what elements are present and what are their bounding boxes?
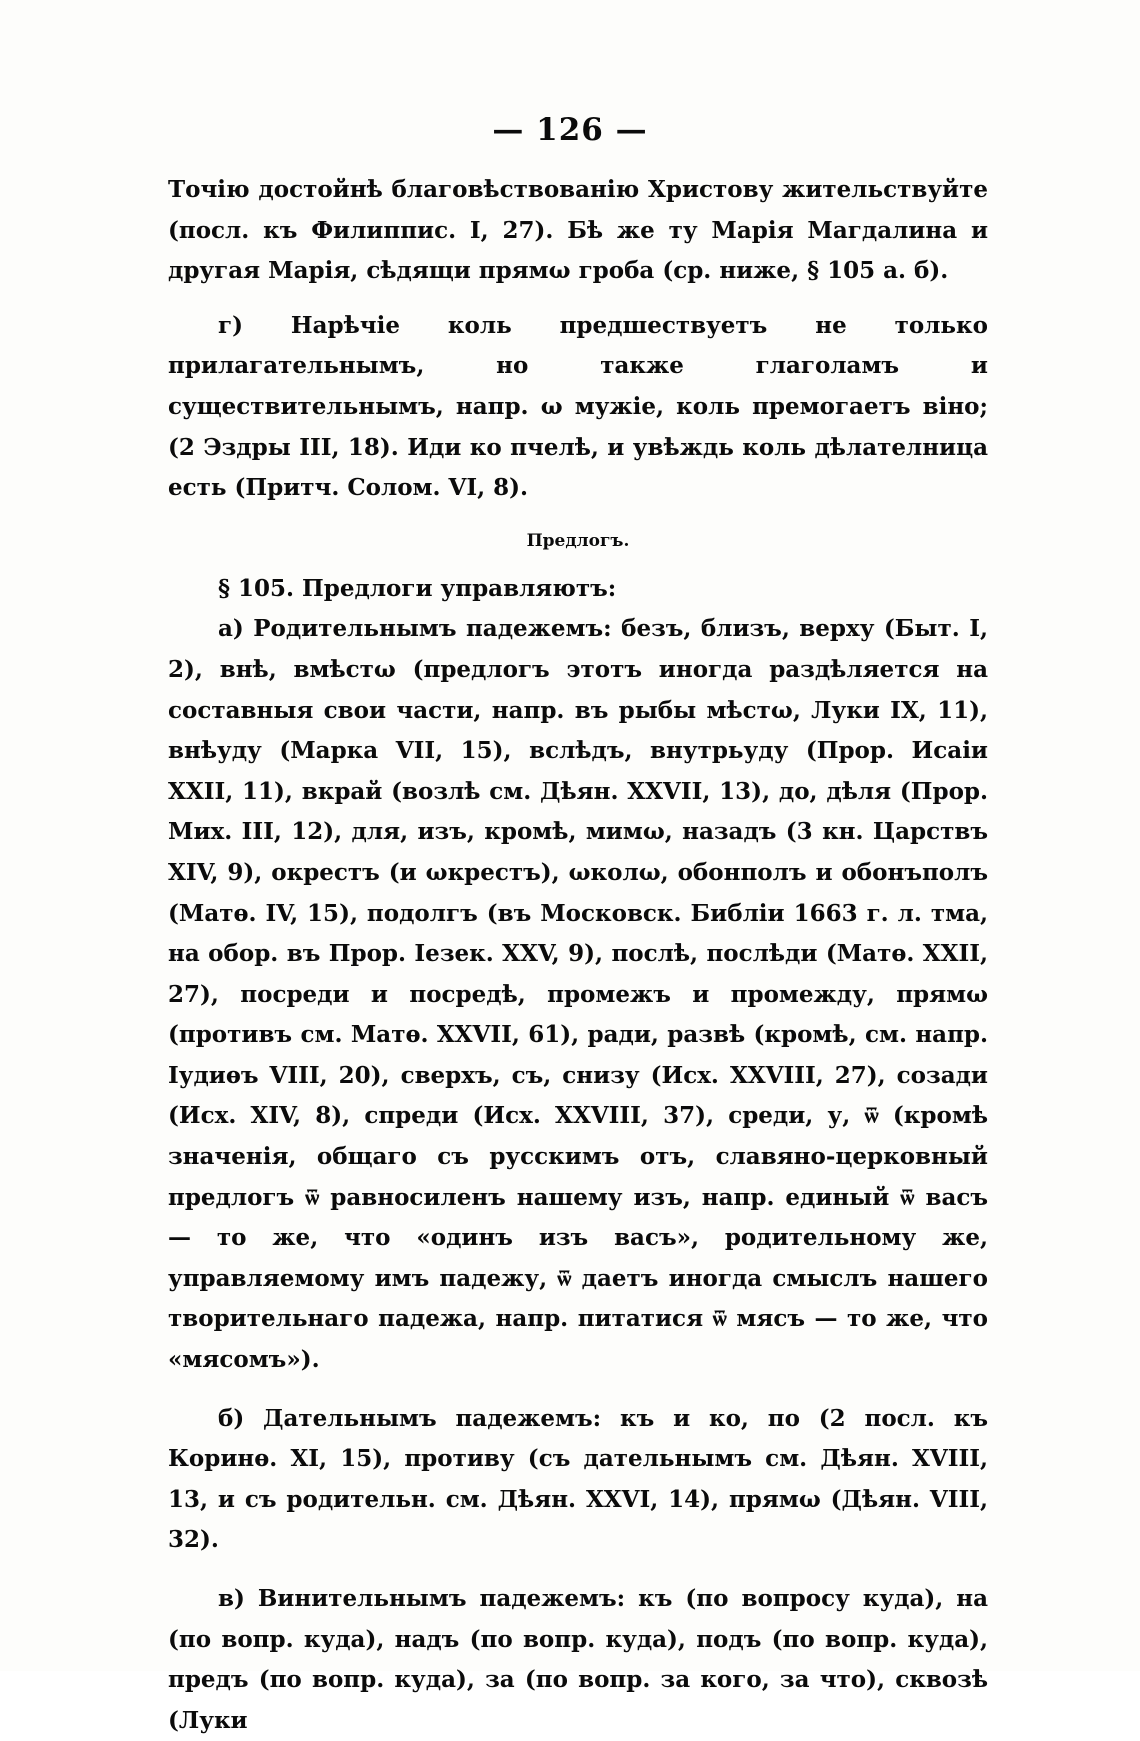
paragraph-genitive: а) Родительнымъ падежемъ: безъ, близъ, верху (Быт. I, 2), внѣ, вмѣстω (предлогъ этотъ иногда раздѣляется на составныя свои части, напр. въ рыбы мѣстω, Луки IX, 11), внѣуду (Марка VII, 15), вслѣдъ, внутрьуду (Прор. Исаіи XXII, 11), вкрай (возлѣ см. Дѣян. XXVII, 13), до, дѣля (Прор. Мих. III, 12), для, изъ, кромѣ, мимω, назадъ (3 кн. Царствъ XIV, 9), окрестъ (и ωкрестъ), ωколω, обонполъ и обонъполъ (Матѳ. IV, 15), подолгъ (въ Московск. Библіи 1663 г. л. тма, на обор. въ Прор. Іезек. XXV, 9), послѣ, послѣди (Матѳ. XXII, 27), посреди и посредѣ, промежъ и промежду, прямω (противъ см. Матѳ. XXVII, 61), ради, развѣ (кромѣ, см. напр. Іудиѳъ VIII, 20), сверхъ, съ, снизу (Исх. XXVIII, 27), созади (Исх. XIV, 8), спреди (Исх. XXVIII, 37), среди, у, ѿ (кромѣ значенія, общаго съ русскимъ отъ, славяно-церковный предлогъ ѿ равносиленъ нашему изъ, напр. единый ѿ васъ — то же, что «одинъ изъ васъ», родительному же, управляемому имъ падежу, ѿ даетъ иногда смыслъ нашего творительнаго падежа, напр. питатися ѿ мясъ — то же, что «мясомъ»). bbox=[168, 615, 988, 1374]
page-number: — 126 — bbox=[492, 112, 648, 148]
section-heading-predlog: Предлогъ. bbox=[526, 530, 630, 551]
paragraph-section-105: § 105. Предлоги управляютъ: bbox=[218, 574, 617, 602]
paragraph-dative: б) Дательнымъ падежемъ: къ и ко, по (2 посл. къ Коринѳ. XI, 15), противу (съ дательнымъ см. Дѣян. XVIII, 13, и съ родительн. см. Дѣян. XXVI, 14), прямω (Дѣян. VIII, 32). bbox=[168, 1404, 988, 1554]
paragraph-adverb-kol: г) Нарѣчіе коль предшествуетъ не только прилагательнымъ, но также глаголамъ и существительнымъ, напр. ω мужіе, коль премогаетъ віно; (2 Эздры III, 18). Иди ко пчелѣ, и увѣждь коль дѣлателница есть (Притч. Солом. VI, 8). bbox=[168, 311, 988, 502]
paragraph-accusative: в) Винительнымъ падежемъ: къ (по вопросу куда), на (по вопр. куда), надъ (по вопр. куда), подъ (по вопр. куда), предъ (по вопр. куда), за (по вопр. за кого, за что), сквозѣ (Луки bbox=[168, 1585, 988, 1734]
paragraph-continuation: Точію достойнѣ благовѣствованію Христову жительствуйте (посл. къ Филиппис. I, 27). Бѣ же ту Марія Магдалина и другая Марія, сѣдящи прямω гроба (ср. ниже, § 105 а. б). bbox=[168, 176, 988, 285]
page-body bbox=[168, 170, 988, 1741]
